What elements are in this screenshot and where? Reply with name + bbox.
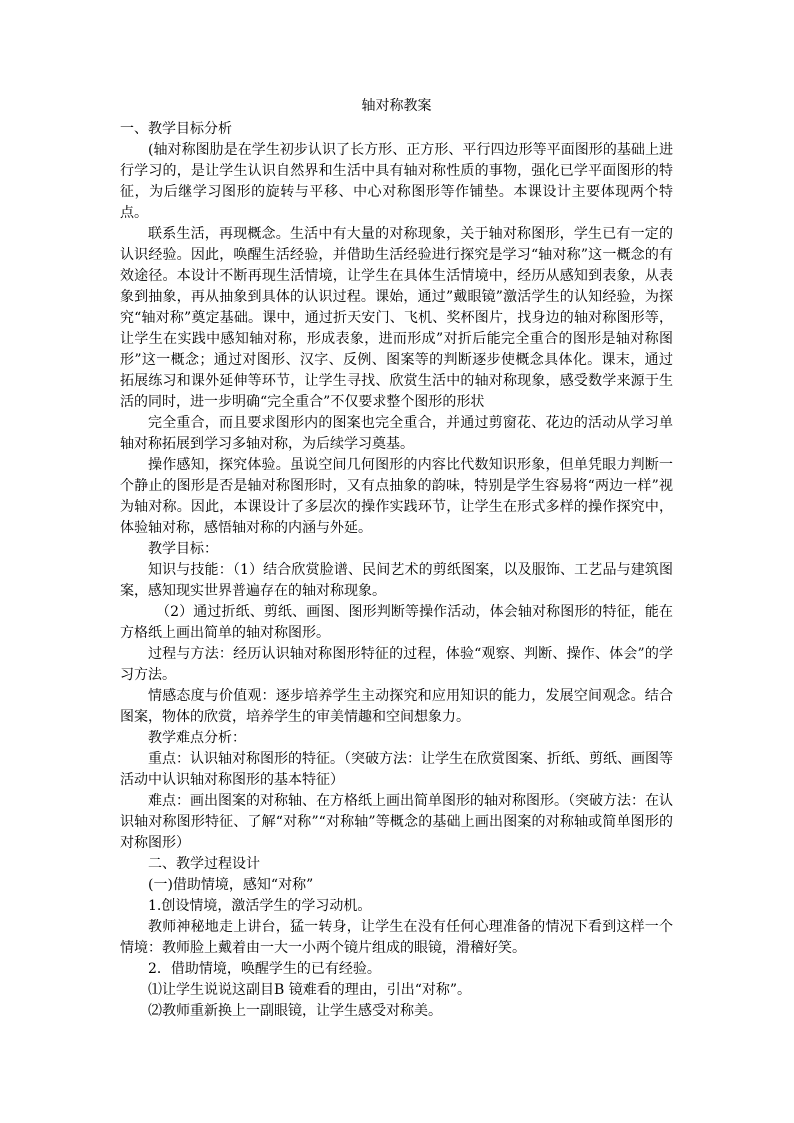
paragraph: 知识与技能：（1）结合欣赏脸谱、民间艺术的剪纸图案，以及服饰、工艺品与建筑图案，感知现实世界普遍存在的轴对称现象。 [120,562,673,599]
paragraph: 教学目标： [148,541,218,557]
paragraph: 联系生活，再现概念。生活中有大量的对称现象，关于轴对称图形，学生已有一定的认识经验。因此，唤醒生活经验，并借助生活经验进行探究是学习“轴对称”这一概念的有效途径。本设计不断再现生活情境，让学生在具体生活情境中，经历从感知到表象，从表象到抽象，再从抽象到具体的认识过程。课始，通过”戴眼镜”激活学生的认知经验，为探究“轴对称”奠定基础。课中，通过折天安门、飞机、奖杯图片，找身边的轴对称图形等，让学生在实践中感知轴对称，形成表象，进而形成”对折后能完全重合的图形是轴对称图形”这一概念；通过对图形、汉字、反例、图案等的判断逐步使概念具体化。课末，通过拓展练习和课外延伸等环节，让学生寻找、欣赏生活中的轴对称现象，感受数学来源于生活的同时，进一步明确“完全重合”不仅要求整个图形的形状 [120,226,673,410]
paragraph: 难点：画出图案的对称轴、在方格纸上画出简单图形的轴对称图形。（突破方法：在认识轴对称图形特征、了解“对称”“对称轴”等概念的基础上画出图案的对称轴或简单图形的对称图形） [120,793,673,851]
paragraph: 教师神秘地走上讲台，猛一转身，让学生在没有任何心理准备的情况下看到这样一个情境：教师脸上戴着由一大一小两个镜片组成的眼镜，滑稽好笑。 [120,919,673,956]
paragraph: （2）通过折纸、剪纸、画图、图形判断等操作活动，体会轴对称图形的特征，能在方格纸上画出简单的轴对称图形。 [120,604,673,641]
document-title: 轴对称教案 [361,98,432,114]
paragraph: (轴对称图肋是在学生初步认识了长方形、正方形、平行四边形等平面图形的基础上进行学习的，是让学生认识自然界和生活中具有轴对称性质的事物，强化已学平面图形的特征，为后继学习图形的旋转与平移、中心对称图形等作铺垫。本课设计主要体现两个特点。 [120,142,673,221]
paragraph: ⑵教师重新换上一副眼镜，让学生感受对称美。 [148,1003,442,1019]
paragraph: 情感态度与价值观：逐步培养学生主动探究和应用知识的能力，发展空间观念。结合图案，物体的欣赏，培养学生的审美情趣和空间想象力。 [120,688,673,725]
document-body [120,119,673,1022]
document-page [120,96,673,1022]
paragraph: 二、教学过程设计 [148,856,260,872]
paragraph: 2．借助情境，唤醒学生的已有经验。 [148,961,381,977]
paragraph: 教学难点分析： [148,730,246,746]
paragraph: (一)借助情境，感知“对称” [148,877,314,893]
paragraph: 完全重合，而且要求图形内的图案也完全重合，并通过剪窗花、花边的活动从学习单轴对称拓展到学习多轴对称，为后续学习奠基。 [120,415,673,452]
paragraph: 过程与方法：经历认识轴对称图形特征的过程，体验“观察、判断、操作、体会”的学习方法。 [120,646,673,683]
section-heading: 一、教学目标分析 [120,121,232,137]
paragraph: 1.创设情境，激活学生的学习动机。 [148,898,372,914]
paragraph: 操作感知，探究体验。虽说空间几何图形的内容比代数知识形象，但单凭眼力判断一个静止的图形是否是轴对称图形时，又有点抽象的韵味，特别是学生容易将“两边一样”视为轴对称。因此，本课设计了多层次的操作实践环节，让学生在形式多样的操作探究中，体验轴对称，感悟轴对称的内涵与外延。 [120,457,673,536]
paragraph: ⑴让学生说说这副目B 镜难看的理由，引出“对称”。 [148,982,472,998]
paragraph: 重点：认识轴对称图形的特征。（突破方法：让学生在欣赏图案、折纸、剪纸、画图等活动中认识轴对称图形的基本特征） [120,751,673,788]
